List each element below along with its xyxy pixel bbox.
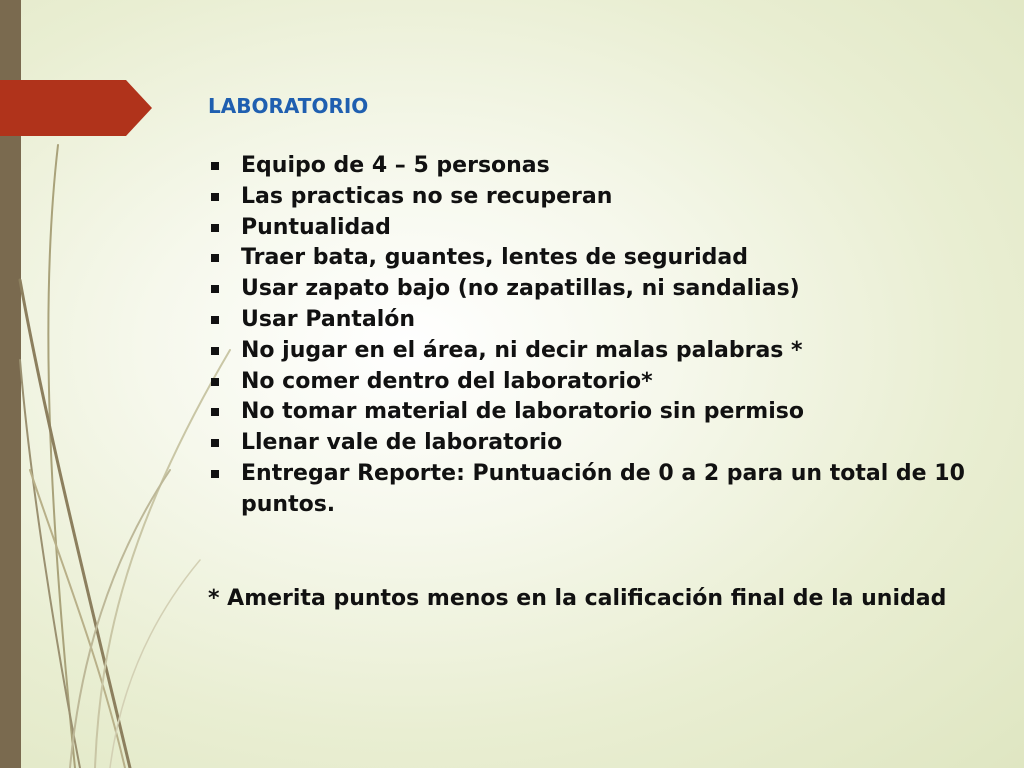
square-bullet-icon xyxy=(211,378,219,386)
list-item xyxy=(208,182,991,213)
list-item xyxy=(208,151,991,182)
list-item-text: Puntualidad xyxy=(241,214,391,240)
list-item xyxy=(208,428,991,459)
square-bullet-icon xyxy=(211,254,219,262)
list-item xyxy=(208,367,991,398)
list-item-text: Entregar Reporte: Puntuación de 0 a 2 para un total de 10 puntos. xyxy=(241,460,965,517)
list-item-text: Equipo de 4 – 5 personas xyxy=(241,153,550,178)
square-bullet-icon xyxy=(211,285,219,293)
list-item-text: Llenar vale de laboratorio xyxy=(241,430,563,456)
footnote: * Amerita puntos menos en la calificación final de la unidad xyxy=(208,585,947,611)
list-item xyxy=(208,243,991,274)
title-arrow-shape xyxy=(0,80,152,136)
list-item-text: Usar Pantalón xyxy=(241,306,416,332)
list-item xyxy=(208,459,991,521)
list-item-text: Traer bata, guantes, lentes de seguridad xyxy=(241,245,748,271)
slide-content xyxy=(208,92,998,614)
list-item xyxy=(208,305,991,336)
square-bullet-icon xyxy=(211,439,219,447)
square-bullet-icon xyxy=(211,316,219,324)
list-item-text: No tomar material de laboratorio sin permiso xyxy=(241,399,804,425)
slide-heading: LABORATORIO xyxy=(208,94,369,118)
list-item xyxy=(208,213,991,244)
square-bullet-icon xyxy=(211,408,219,416)
list-item xyxy=(208,274,991,305)
list-item-text: No jugar en el área, ni decir malas palabras * xyxy=(241,337,803,363)
square-bullet-icon xyxy=(211,224,219,232)
square-bullet-icon xyxy=(211,162,219,170)
list-item xyxy=(208,397,991,428)
square-bullet-icon xyxy=(211,193,219,201)
rules-list xyxy=(208,151,998,521)
square-bullet-icon xyxy=(211,470,219,478)
list-item-text: Las practicas no se recuperan xyxy=(241,183,613,209)
list-item-text: Usar zapato bajo (no zapatillas, ni sandalias) xyxy=(241,276,800,302)
list-item-text: No comer dentro del laboratorio* xyxy=(241,368,653,394)
list-item xyxy=(208,336,991,367)
square-bullet-icon xyxy=(211,347,219,355)
